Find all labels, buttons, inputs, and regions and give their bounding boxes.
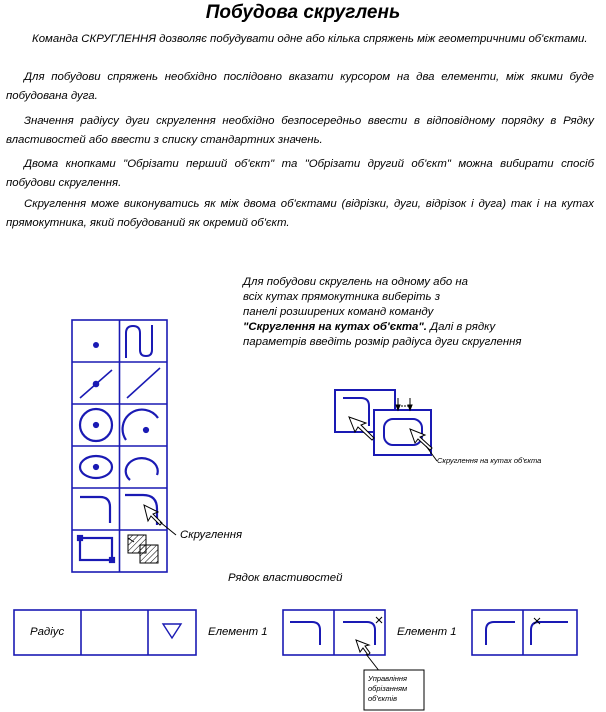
corner-fillet-diagram	[335, 390, 431, 455]
paragraph-1: Команда СКРУГЛЕННЯ дозволяє побудувати одне або кілька спряжень між геометричними об'єктами.	[32, 33, 588, 45]
radius-dropdown-icon[interactable]	[163, 624, 181, 638]
callout-cursor	[356, 640, 370, 655]
trim-buttons-b	[472, 610, 577, 655]
fillet-toolbar	[72, 320, 167, 572]
trim-buttons-a	[283, 610, 385, 655]
trim-control-callout-text	[368, 674, 424, 704]
ellipse-tool-icon[interactable]	[80, 456, 112, 478]
paragraph-2: Для побудови спряжень необхідно послідовно вказати курсором на два елементи, між якими буде побудована дуга.	[6, 71, 594, 102]
callout-line-1: Управління	[368, 674, 408, 683]
arc-tool-icon[interactable]	[123, 410, 158, 440]
corner-fillet-label: Скруглення на кутах об'єкта	[437, 456, 542, 465]
line-tool-icon[interactable]	[127, 368, 160, 398]
line-through-point-icon[interactable]	[80, 370, 112, 398]
note-line-2: всіх кутах прямокутника виберіть з	[243, 291, 440, 303]
paragraph-5: Скруглення може виконуватись як між двома об'єктами (відрізки, дуги, відрізок і дуга) так і на кутах прямокутника, який побудований як окремий об'єкт.	[6, 198, 594, 229]
radius-input[interactable]	[82, 611, 147, 654]
element1-label-a: Елемент 1	[208, 626, 268, 638]
note-line-5: параметрів введіть розмір радіуса дуги скруглення	[243, 336, 522, 348]
curve-tool-icon[interactable]	[126, 325, 152, 358]
cross-mark-icon	[376, 617, 382, 623]
hatch-tool-icon[interactable]	[128, 535, 158, 563]
rectangle-tool-icon[interactable]	[78, 536, 114, 562]
paragraph-3: Значення радіусу дуги скруглення необхідно безпосередньо ввести в відповідному порядку в Рядку властивостей або ввести з списку стандартних значень.	[6, 115, 594, 146]
note-command: "Скруглення на кутах об'єкта".	[243, 321, 427, 333]
elliptic-arc-tool-icon[interactable]	[126, 458, 158, 480]
note-line-1: Для побудови скруглень на одному або на	[243, 276, 469, 288]
page-title: Побудова скруглень	[205, 2, 401, 23]
note-line-4-rest: Далі в рядку	[426, 321, 496, 333]
callout-line-2: обрізанням	[368, 684, 408, 693]
cursor-arrow-icon	[144, 505, 162, 525]
trim-first-object-icon[interactable]	[290, 622, 320, 645]
element1-label-b: Елемент 1	[397, 626, 457, 638]
trim-second-object-b-icon[interactable]	[531, 622, 568, 645]
radius-label: Радіус	[30, 626, 65, 638]
radius-arrows	[396, 398, 412, 410]
point-tool-icon[interactable]	[93, 342, 99, 348]
circle-tool-icon[interactable]	[80, 409, 112, 441]
callout-line-3: об'єктів	[368, 694, 397, 703]
trim-first-object-b-icon[interactable]	[486, 622, 515, 645]
note-line-3: панелі розширених команд команду	[243, 306, 434, 318]
diagram-cursor-1	[349, 417, 374, 440]
fillet-label: Скруглення	[180, 529, 243, 541]
fillet-tool-icon[interactable]	[80, 497, 110, 523]
paragraph-4: Двома кнопками "Обрізати перший об'єкт" та "Обрізати другий об'єкт" можна вибирати спосіб побудови скруглення.	[6, 158, 594, 189]
properties-bar-label: Рядок властивостей	[228, 572, 343, 584]
